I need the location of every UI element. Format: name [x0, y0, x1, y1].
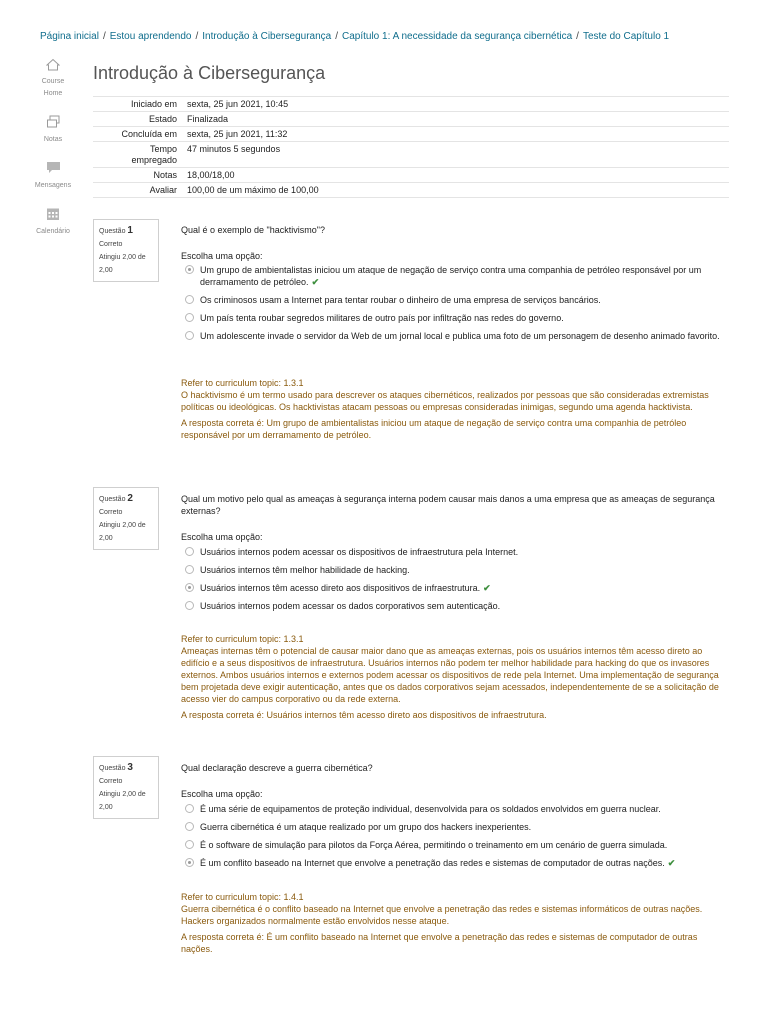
question-info-box: [93, 487, 159, 550]
feedback-topic: Refer to curriculum topic: 1.3.1: [181, 634, 304, 644]
breadcrumb-separator: /: [195, 31, 199, 42]
radio-button[interactable]: [185, 804, 194, 813]
grades-icon: [45, 114, 61, 130]
question-number: Questão 3: [99, 762, 133, 773]
question-feedback: [181, 377, 726, 441]
choose-option-label: Escolha uma opção:: [181, 532, 263, 542]
radio-button[interactable]: [185, 858, 194, 867]
answer-option[interactable]: [181, 546, 726, 558]
nav-item-calendar[interactable]: [28, 206, 78, 238]
feedback-text: Ameaças internas têm o potencial de causar maior dano que as ameaças externas, pois os usuários internos têm acesso direto ao edifício e a seus dispositivos de infraestrutura. Usuários internos não podem ter melhor habilidade para hacking do que os invasores externos. Ambos usuários internos e externos podem acessar os dispositivos de rede pela Internet. Uma implementação de segurança bem projetada deve exigir autenticação, antes que os dados corporativos sejam acessados, independentemente de se a solicitação de acesso vier do campus corporativo ou da rede externa.: [181, 646, 719, 704]
answer-option[interactable]: [181, 564, 726, 576]
summary-value: 18,00/18,00: [187, 170, 235, 180]
answer-option-text: É o software de simulação para pilotos da Força Aérea, permitindo o treinamento em um cenário de guerra simulada.: [200, 840, 668, 850]
answer-option[interactable]: [181, 312, 726, 324]
question-text: Qual declaração descreve a guerra cibernética?: [181, 763, 373, 773]
summary-key: Estado: [148, 114, 177, 124]
answer-option-text: Guerra cibernética é um ataque realizado por um grupo dos hackers inexperientes.: [200, 822, 532, 832]
answer-option-text: Usuários internos podem acessar os dados corporativos sem autenticação.: [200, 601, 501, 611]
breadcrumb-quiz[interactable]: Teste do Capítulo 1: [582, 31, 670, 42]
answer-option-text: Usuários internos têm acesso direto aos dispositivos de infraestrutura.: [200, 583, 481, 593]
attempt-summary-table: [93, 96, 729, 198]
answer-option[interactable]: [181, 582, 726, 594]
breadcrumb-learning[interactable]: Estou aprendendo: [109, 31, 192, 42]
nav-item-label: Notas: [43, 136, 63, 143]
summary-row: [93, 168, 729, 183]
answer-option[interactable]: [181, 330, 726, 342]
question-info-box: [93, 219, 159, 282]
nav-item-label: Mensagens: [34, 182, 72, 189]
answer-option-text: Usuários internos têm melhor habilidade de hacking.: [200, 565, 410, 575]
summary-row: [93, 97, 729, 112]
right-answer: A resposta correta é: Um grupo de ambientalistas iniciou um ataque de negação de serviço contra uma companhia de petróleo responsável por um derramamento de petróleo.: [181, 418, 687, 440]
home-icon: [45, 56, 61, 72]
nav-item-course-home[interactable]: [28, 56, 78, 100]
answer-option[interactable]: [181, 264, 726, 288]
nav-item-messages[interactable]: [28, 160, 78, 192]
nav-item-label: Course Home: [41, 78, 65, 97]
breadcrumb-home[interactable]: Página inicial: [40, 31, 99, 42]
answer-option-text: Um grupo de ambientalistas iniciou um ataque de negação de serviço contra uma companhia de petróleo responsável por um derramamento de petróleo.: [200, 265, 702, 287]
breadcrumb-separator: /: [576, 31, 579, 42]
check-icon: ✔: [311, 277, 320, 287]
question-status: Correto: [99, 241, 123, 248]
choose-option-label: Escolha uma opção:: [181, 251, 263, 261]
summary-row: [93, 142, 729, 168]
question-number: Questão 2: [99, 493, 133, 504]
answer-option-text: Os criminosos usam a Internet para tentar roubar o dinheiro de uma empresa de serviços bancários.: [200, 295, 601, 305]
check-icon: ✔: [483, 583, 491, 593]
answer-option-text: Um adolescente invade o servidor da Web de um jornal local e publica uma foto de um personagem de desenho animado favorito.: [200, 331, 720, 341]
summary-value: sexta, 25 jun 2021, 11:32: [187, 129, 288, 139]
feedback-text: O hacktivismo é um termo usado para descrever os ataques cibernéticos, realizados por pessoas que são consideradas extremistas políticas ou ideológicas. Os hacktivistas atacam pessoas ou empresas consideradas inimigas, segundo uma agenda hacktivista.: [181, 390, 709, 412]
answer-option-text: Usuários internos podem acessar os dispositivos de infraestrutura pela Internet.: [200, 547, 519, 557]
radio-button[interactable]: [185, 547, 194, 556]
radio-button[interactable]: [185, 601, 194, 610]
radio-button[interactable]: [185, 583, 194, 592]
breadcrumb-separator: /: [102, 31, 106, 42]
radio-button[interactable]: [185, 822, 194, 831]
answer-option-text: É um conflito baseado na Internet que envolve a penetração das redes e sistemas de computador de outras nações.: [200, 858, 665, 868]
feedback-topic: Refer to curriculum topic: 1.3.1: [181, 378, 304, 388]
answer-option[interactable]: [181, 803, 726, 815]
answer-option[interactable]: [181, 294, 726, 306]
radio-button[interactable]: [185, 331, 194, 340]
question-content: [181, 493, 726, 612]
question-content: [181, 224, 726, 342]
calendar-icon: [45, 206, 61, 222]
radio-button[interactable]: [185, 840, 194, 849]
right-answer: A resposta correta é: Usuários internos têm acesso direto aos dispositivos de infraestrutura.: [181, 710, 547, 720]
question-score: Atingiu 2,00 de 2,00: [99, 522, 146, 542]
summary-key: Notas: [153, 170, 177, 180]
question-status: Correto: [99, 509, 123, 516]
breadcrumb-chapter[interactable]: Capítulo 1: A necessidade da segurança cibernética: [342, 31, 573, 42]
question-text: Qual um motivo pelo qual as ameaças à segurança interna podem causar mais danos a uma empresa que as ameaças de segurança externas?: [181, 494, 715, 516]
radio-button[interactable]: [185, 313, 194, 322]
question-score: Atingiu 2,00 de 2,00: [99, 791, 146, 811]
question-status: Correto: [99, 778, 123, 785]
summary-row: [93, 127, 729, 142]
choose-option-label: Escolha uma opção:: [181, 789, 263, 799]
summary-key: Iniciado em: [130, 99, 177, 109]
summary-value: sexta, 25 jun 2021, 10:45: [187, 99, 289, 109]
summary-value: 47 minutos 5 segundos: [187, 144, 281, 154]
breadcrumb-separator: /: [335, 31, 338, 42]
breadcrumb: [40, 31, 669, 42]
question-text: Qual é o exemplo de "hacktivismo"?: [181, 225, 325, 235]
page-title: Introdução à Cibersegurança: [93, 63, 326, 83]
feedback-text: Guerra cibernética é o conflito baseado na Internet que envolve a penetração das redes e sistemas informáticos de outras nações. Hackers organizados normalmente estão envolvidos nesse ataque.: [181, 904, 703, 926]
answer-option-text: É uma série de equipamentos de proteção individual, desenvolvida para os soldados envolvidos em guerra nuclear.: [200, 804, 661, 814]
question-content: [181, 762, 726, 869]
answer-option-text: Um país tenta roubar segredos militares de outro país por infiltração nas redes do governo.: [200, 313, 564, 323]
check-icon: ✔: [667, 858, 676, 868]
feedback-topic: Refer to curriculum topic: 1.4.1: [181, 892, 304, 902]
nav-item-grades[interactable]: [28, 114, 78, 146]
question-feedback: [181, 633, 726, 721]
answer-option[interactable]: [181, 600, 726, 612]
side-navigation: [28, 56, 78, 252]
answer-option[interactable]: [181, 821, 726, 833]
question-feedback: [181, 891, 726, 955]
summary-key: Tempo empregado: [131, 144, 177, 165]
summary-value: Finalizada: [187, 114, 229, 124]
messages-icon: [45, 160, 61, 176]
radio-button[interactable]: [185, 265, 194, 274]
answer-option[interactable]: [181, 857, 726, 869]
answer-option[interactable]: [181, 839, 726, 851]
radio-button[interactable]: [185, 295, 194, 304]
breadcrumb-course[interactable]: Introdução à Cibersegurança: [202, 31, 332, 42]
question-score: Atingiu 2,00 de 2,00: [99, 254, 146, 274]
summary-row: [93, 183, 729, 198]
right-answer: A resposta correta é: É um conflito baseado na Internet que envolve a penetração das redes e sistemas de computador de outras nações.: [181, 932, 698, 954]
summary-row: [93, 112, 729, 127]
question-info-box: [93, 756, 159, 819]
summary-key: Concluída em: [121, 129, 177, 139]
summary-value: 100,00 de um máximo de 100,00: [187, 185, 319, 195]
summary-key: Avaliar: [149, 185, 177, 195]
nav-item-label: Calendário: [36, 228, 70, 235]
question-number: Questão 1: [99, 225, 133, 236]
radio-button[interactable]: [185, 565, 194, 574]
